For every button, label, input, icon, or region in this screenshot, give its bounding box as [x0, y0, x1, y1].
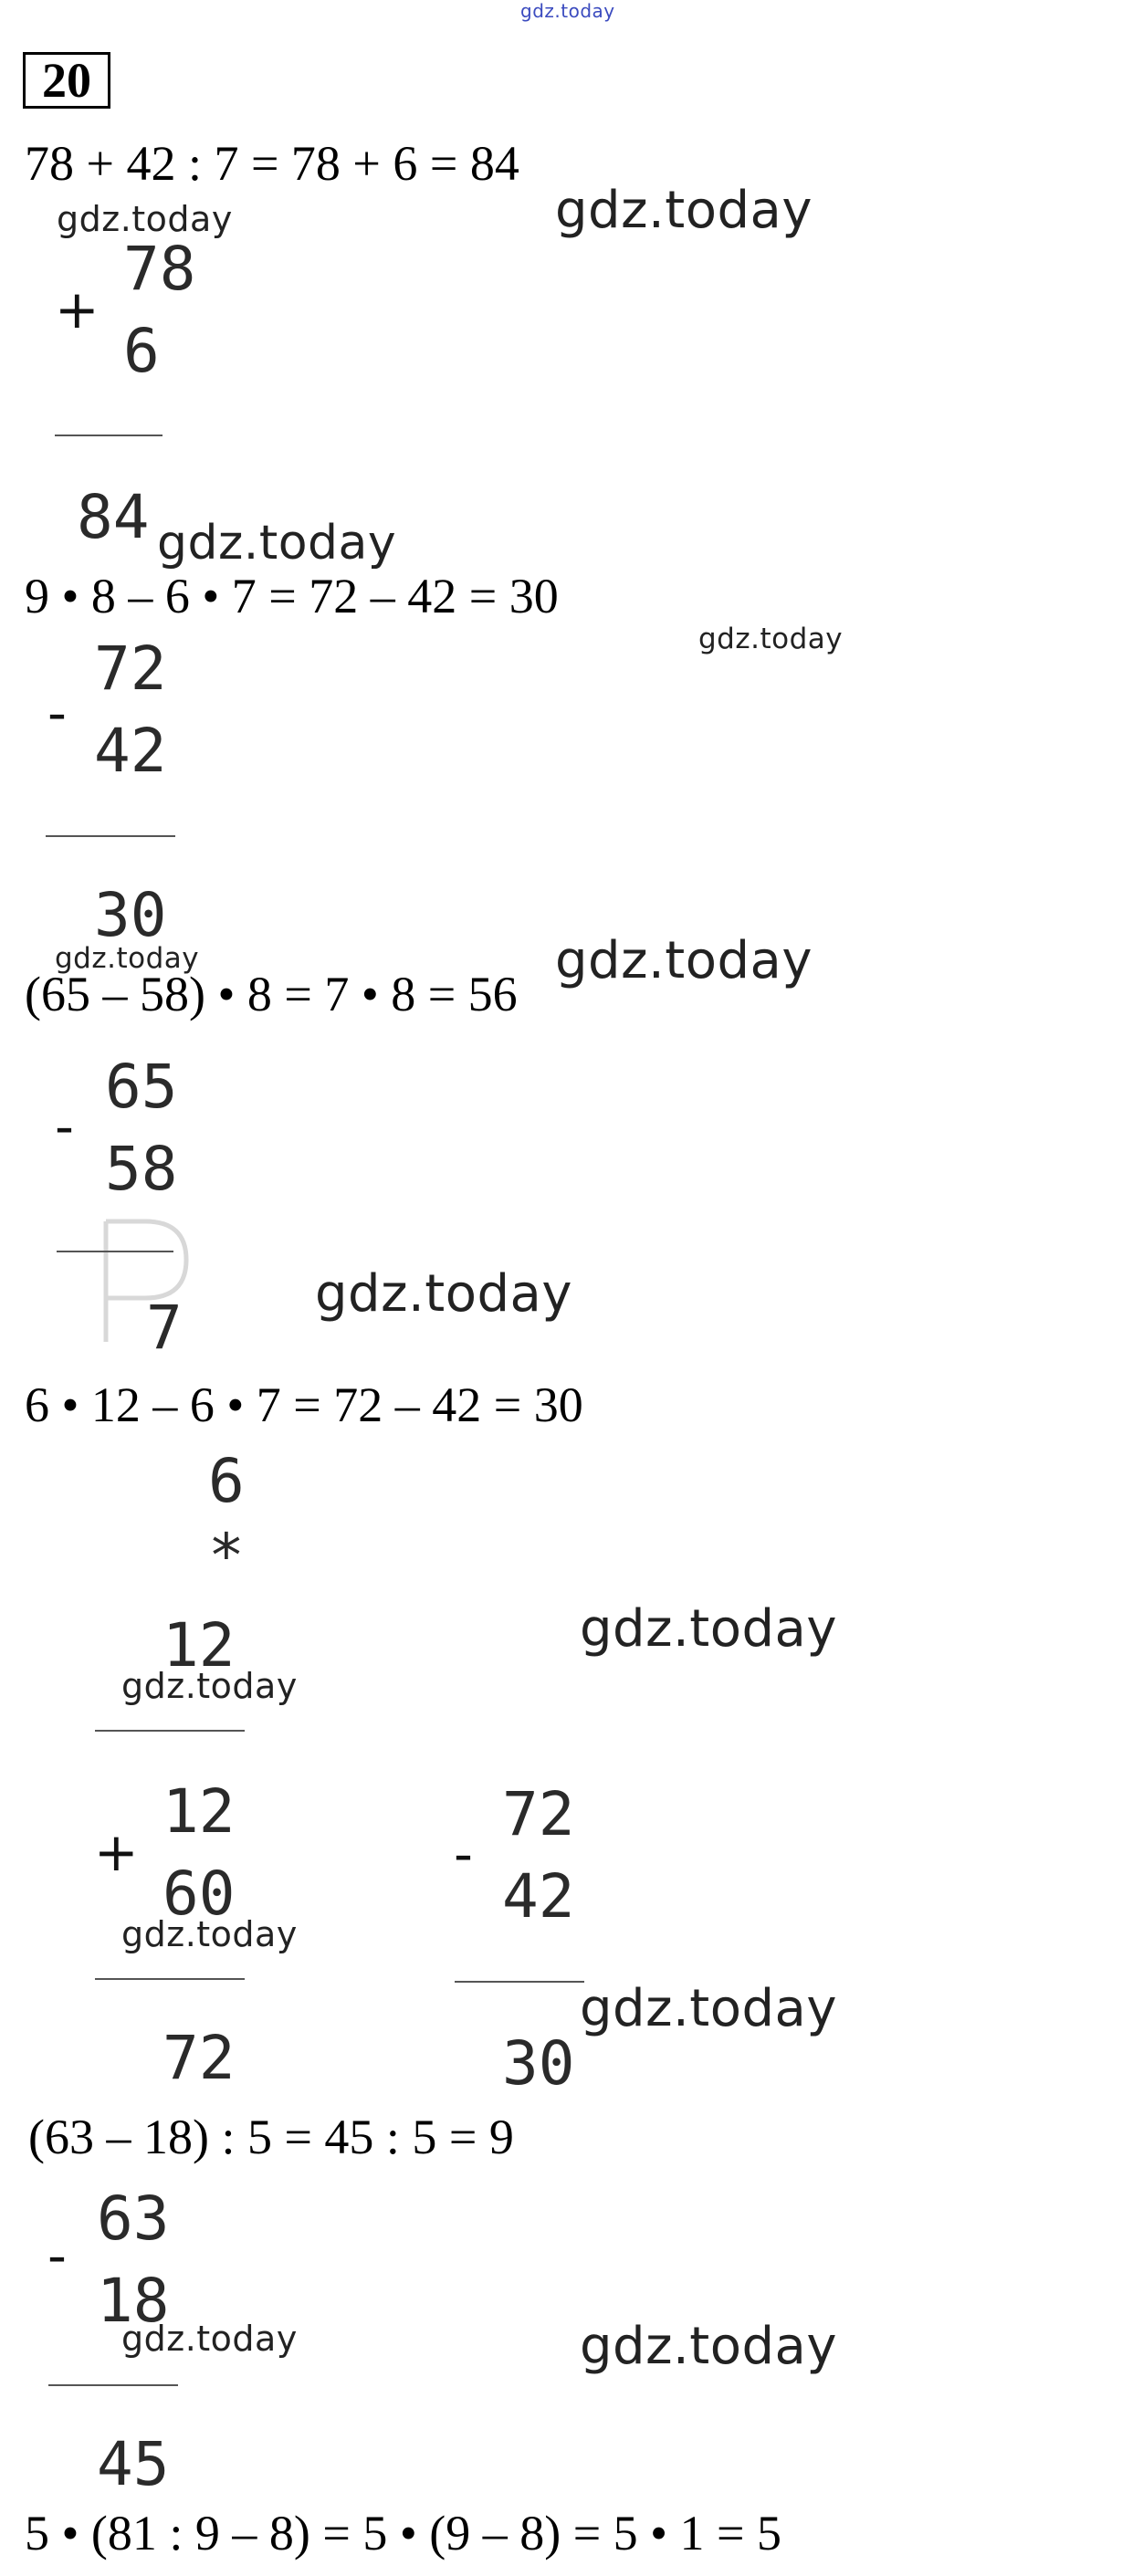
watermark: gdz.today — [555, 931, 813, 990]
addend-a: 12 — [163, 1776, 236, 1847]
multiplicand: 6 — [208, 1446, 245, 1516]
difference-line — [46, 835, 175, 837]
subtrahend: 42 — [94, 716, 167, 786]
difference-result: 30 — [94, 880, 167, 950]
watermark: gdz.today — [555, 181, 813, 240]
watermark: gdz.today — [121, 2319, 298, 2359]
difference-result: 7 — [146, 1293, 183, 1363]
watermark: gdz.today — [580, 1979, 838, 2038]
equation-5: (63 – 18) : 5 = 45 : 5 = 9 — [28, 2110, 514, 2164]
minuend: 72 — [94, 634, 167, 704]
addend-a: 78 — [123, 234, 196, 304]
minus-sign: - — [47, 2225, 67, 2287]
difference-result: 30 — [502, 2028, 575, 2099]
subtrahend: 58 — [105, 1134, 178, 1204]
minuend: 72 — [502, 1779, 575, 1849]
equation-2: 9 • 8 – 6 • 7 = 72 – 42 = 30 — [25, 569, 559, 623]
difference-line — [455, 1981, 584, 1983]
watermark: gdz.today — [157, 516, 397, 571]
minus-sign: - — [55, 1095, 74, 1157]
watermark: gdz.today — [580, 2317, 838, 2376]
subtrahend: 42 — [502, 1861, 575, 1932]
equation-1: 78 + 42 : 7 = 78 + 6 = 84 — [25, 136, 519, 191]
minus-sign: - — [47, 682, 67, 744]
watermark: gdz.today — [121, 1666, 298, 1706]
equation-3: (65 – 58) • 8 = 7 • 8 = 56 — [25, 967, 518, 1021]
multiply-sign: * — [208, 1521, 245, 1591]
watermark: gdz.today — [315, 1264, 573, 1324]
sum-line — [95, 1978, 245, 1980]
difference-line — [48, 2384, 178, 2386]
sum-result: 72 — [163, 2023, 236, 2093]
minus-sign: - — [454, 1823, 473, 1885]
plus-sign: + — [55, 278, 100, 340]
addend-b: 60 — [163, 1859, 236, 1929]
multiplier: 12 — [163, 1610, 236, 1681]
watermark: gdz.today — [55, 942, 200, 975]
product-line — [95, 1730, 245, 1732]
minuend: 63 — [97, 2183, 170, 2254]
minuend: 65 — [105, 1052, 178, 1122]
equation-4: 6 • 12 – 6 • 7 = 72 – 42 = 30 — [25, 1377, 583, 1432]
sum-result: 84 — [77, 482, 150, 552]
difference-result: 45 — [97, 2429, 170, 2499]
watermark: gdz.today — [121, 1914, 298, 1954]
addend-b: 6 — [123, 316, 160, 386]
watermark: gdz.today — [580, 1599, 838, 1659]
difference-line — [57, 1251, 173, 1252]
sum-line — [55, 435, 163, 436]
top-watermark: gdz.today — [520, 0, 615, 22]
equation-6: 5 • (81 : 9 – 8) = 5 • (9 – 8) = 5 • 1 = 5 — [25, 2506, 782, 2560]
plus-sign: + — [94, 1821, 139, 1883]
watermark: gdz.today — [57, 199, 233, 239]
subtrahend: 18 — [97, 2266, 170, 2336]
watermark: gdz.today — [698, 623, 844, 655]
task-number-badge: 20 — [23, 52, 110, 109]
